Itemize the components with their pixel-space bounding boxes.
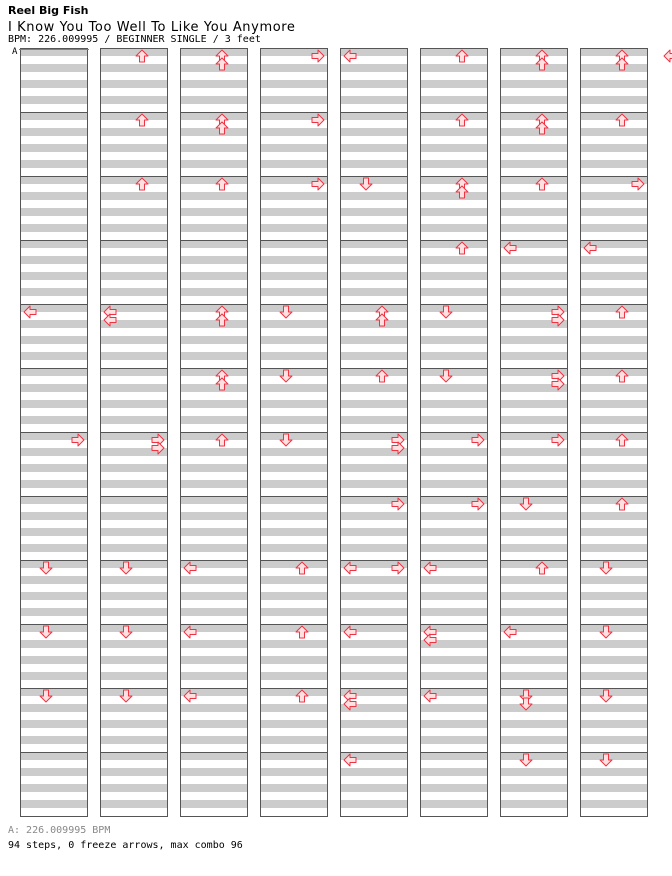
left-arrow-note xyxy=(664,50,672,62)
bpm-legend: A: 226.009995 BPM xyxy=(8,825,111,836)
bpm-marker-line xyxy=(19,49,89,50)
bpm-marker-label: A xyxy=(12,47,18,57)
song-title: I Know You Too Well To Like You Anymore xyxy=(8,20,296,35)
song-artist: Reel Big Fish xyxy=(8,4,89,17)
step-stats: 94 steps, 0 freeze arrows, max combo 96 xyxy=(8,840,243,851)
chart-meta: BPM: 226.009995 / BEGINNER SINGLE / 3 feet xyxy=(8,34,261,45)
